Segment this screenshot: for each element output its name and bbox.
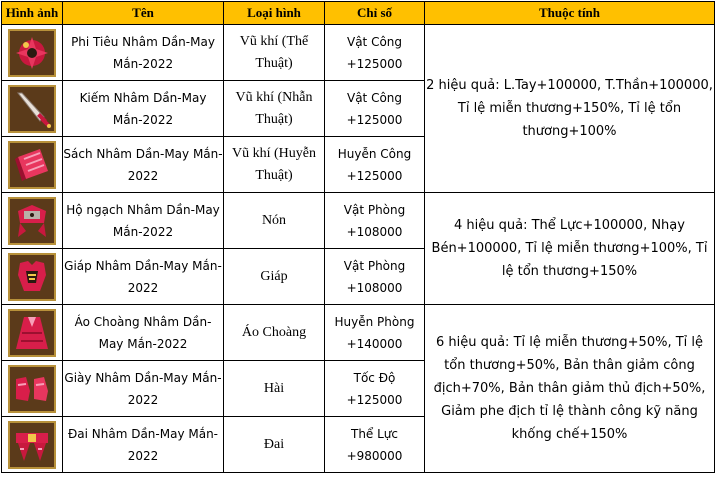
item-name: Đai Nhâm Dần-May Mắn-2022 <box>63 417 224 473</box>
item-stat: Vật Công +125000 <box>325 25 425 81</box>
sword-icon <box>8 85 56 133</box>
forehead-protector-icon <box>8 197 56 245</box>
book-icon <box>8 141 56 189</box>
item-name: Giáp Nhâm Dần-May Mắn-2022 <box>63 249 224 305</box>
armor-icon <box>8 253 56 301</box>
item-stat: Huyễn Công +125000 <box>325 137 425 193</box>
item-name: Giày Nhâm Dần-May Mắn-2022 <box>63 361 224 417</box>
item-image-cell <box>2 193 63 249</box>
item-name: Sách Nhâm Dần-May Mắn-2022 <box>63 137 224 193</box>
item-type: Hài <box>224 361 325 417</box>
item-stat: Thể Lực +980000 <box>325 417 425 473</box>
item-stat: Vật Phòng +108000 <box>325 193 425 249</box>
table-row <box>2 193 715 249</box>
table-row <box>2 305 715 361</box>
set-bonus-4: 4 hiệu quả: Thể Lực+100000, Nhạy Bén+100000, Tỉ lệ miễn thương+100%, Tỉ lệ tổn thương+150% <box>425 193 715 305</box>
item-type: Vũ khí (Huyễn Thuật) <box>224 137 325 193</box>
item-image-cell <box>2 81 63 137</box>
header-stat: Chỉ số <box>325 2 425 25</box>
item-name: Hộ ngạch Nhâm Dần-May Mắn-2022 <box>63 193 224 249</box>
header-row <box>2 2 715 25</box>
header-type: Loại hình <box>224 2 325 25</box>
item-type: Đai <box>224 417 325 473</box>
table-row <box>2 25 715 81</box>
item-name: Kiếm Nhâm Dần-May Mắn-2022 <box>63 81 224 137</box>
item-stat: Huyễn Phòng +140000 <box>325 305 425 361</box>
equipment-table <box>1 1 715 473</box>
shoes-icon <box>8 365 56 413</box>
item-image-cell <box>2 417 63 473</box>
shuriken-icon <box>8 29 56 77</box>
item-type: Nón <box>224 193 325 249</box>
header-image: Hình ảnh <box>2 2 63 25</box>
item-type: Vũ khí (Thể Thuật) <box>224 25 325 81</box>
header-attribute: Thuộc tính <box>425 2 715 25</box>
header-name: Tên <box>63 2 224 25</box>
item-image-cell <box>2 25 63 81</box>
item-stat: Vật Phòng +108000 <box>325 249 425 305</box>
item-stat: Vật Công +125000 <box>325 81 425 137</box>
item-type: Vũ khí (Nhẫn Thuật) <box>224 81 325 137</box>
item-image-cell <box>2 361 63 417</box>
belt-icon <box>8 421 56 469</box>
item-name: Áo Choàng Nhâm Dần-May Mắn-2022 <box>63 305 224 361</box>
set-bonus-2: 2 hiệu quả: L.Tay+100000, T.Thần+100000, Tỉ lệ miễn thương+150%, Tỉ lệ tổn thương+100% <box>425 25 715 193</box>
item-stat: Tốc Độ +125000 <box>325 361 425 417</box>
item-name: Phi Tiêu Nhâm Dần-May Mắn-2022 <box>63 25 224 81</box>
cloak-icon <box>8 309 56 357</box>
item-image-cell <box>2 305 63 361</box>
set-bonus-6: 6 hiệu quả: Tỉ lệ miễn thương+50%, Tỉ lệ tổn thương+50%, Bản thân giảm công địch+70%, Bản thân giảm thủ địch+50%, Giảm phe địch tỉ lệ thành công kỹ năng khống chế+150% <box>425 305 715 473</box>
item-type: Giáp <box>224 249 325 305</box>
item-image-cell <box>2 249 63 305</box>
item-type: Áo Choàng <box>224 305 325 361</box>
item-image-cell <box>2 137 63 193</box>
